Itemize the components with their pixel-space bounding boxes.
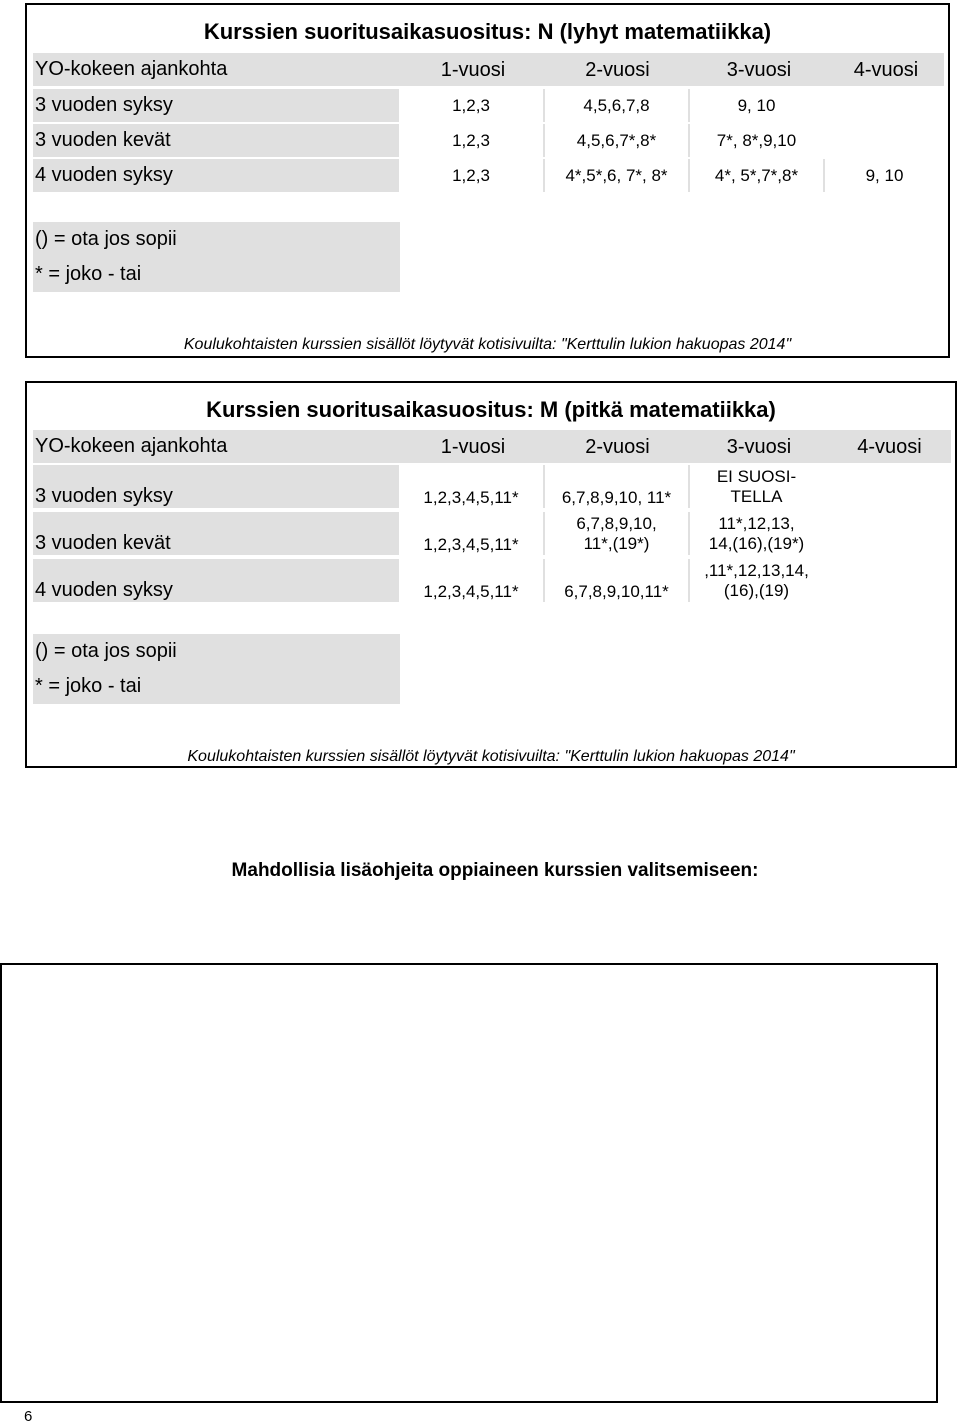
header-label: YO-kokeen ajankohta [35,58,228,80]
header-col-3: 3-vuosi [726,435,792,458]
page-number: 6 [24,1408,33,1425]
footnote: Koulukohtaisten kurssien sisällöt löytyvät kotisivuilta: "Kerttulin lukion hakuopas 2014" [183,336,792,353]
table-row [33,124,823,157]
table-cell: 9, 10 [825,159,944,192]
table-cell: 1,2,3 [399,159,543,192]
row-label: 4 vuoden syksy [35,579,173,601]
table-cell: 4*,5*,6, 7*, 8* [545,159,688,192]
legend-item: * = joko - tai [35,675,142,697]
table-title: Kurssien suoritusaikasuositus: M (pitkä matematiikka) [206,397,776,422]
table-cell: 4,5,6,7,8 [545,89,688,122]
table-header-row [33,430,951,463]
legend-item: * = joko - tai [35,263,142,285]
table-cell: ,11*,12,13,14, (16),(19) [690,559,823,602]
instructions-heading: Mahdollisia lisäohjeita oppiaineen kurssien valitsemiseen: [231,860,759,881]
table-cell: 9, 10 [690,89,823,122]
row-label: 3 vuoden syksy [35,94,173,116]
course-table-m [25,381,957,768]
header-col-3: 3-vuosi [726,58,792,81]
table-cell: 1,2,3,4,5,11* [399,512,543,555]
legend-item: () = ota jos sopii [35,640,177,662]
table-row [33,512,823,555]
header-col-2: 2-vuosi [585,58,650,81]
table-title: Kurssien suoritusaikasuositus: N (lyhyt matematiikka) [203,19,772,44]
legend [33,634,400,704]
table-cell: 4,5,6,7*,8* [545,124,688,157]
legend [33,222,400,292]
table-row [33,559,823,602]
table-cell: 6,7,8,9,10, 11* [545,465,688,508]
header-col-4: 4-vuosi [853,58,919,81]
header-label: YO-kokeen ajankohta [35,435,228,457]
header-col-4: 4-vuosi [857,435,922,458]
row-label: 3 vuoden kevät [35,129,171,151]
header-col-2: 2-vuosi [585,435,650,458]
course-table-n [25,3,950,358]
table-cell: 4*, 5*,7*,8* [690,159,823,192]
table-cell: 7*, 8*,9,10 [690,124,823,157]
table-cell: 6,7,8,9,10, 11*,(19*) [545,512,688,555]
header-col-1: 1-vuosi [440,58,506,81]
row-label: 4 vuoden syksy [35,164,173,186]
table-cell: 1,2,3,4,5,11* [399,559,543,602]
table-cell: EI SUOSI- TELLA [690,465,823,508]
row-label: 3 vuoden syksy [35,485,173,507]
table-cell: 1,2,3,4,5,11* [399,465,543,508]
table-cell: 11*,12,13, 14,(16),(19*) [690,512,823,555]
row-label: 3 vuoden kevät [35,532,171,554]
header-col-1: 1-vuosi [440,435,506,458]
legend-item: () = ota jos sopii [35,228,177,250]
table-header-row [33,53,944,86]
table-row [33,465,823,508]
table-cell: 1,2,3 [399,124,543,157]
table-cell: 6,7,8,9,10,11* [545,559,688,602]
table-row [33,159,944,192]
instructions-box [0,963,938,1403]
table-row [33,89,823,122]
table-cell: 1,2,3 [399,89,543,122]
footnote: Koulukohtaisten kurssien sisällöt löytyvät kotisivuilta: "Kerttulin lukion hakuopas 2014" [187,748,795,765]
